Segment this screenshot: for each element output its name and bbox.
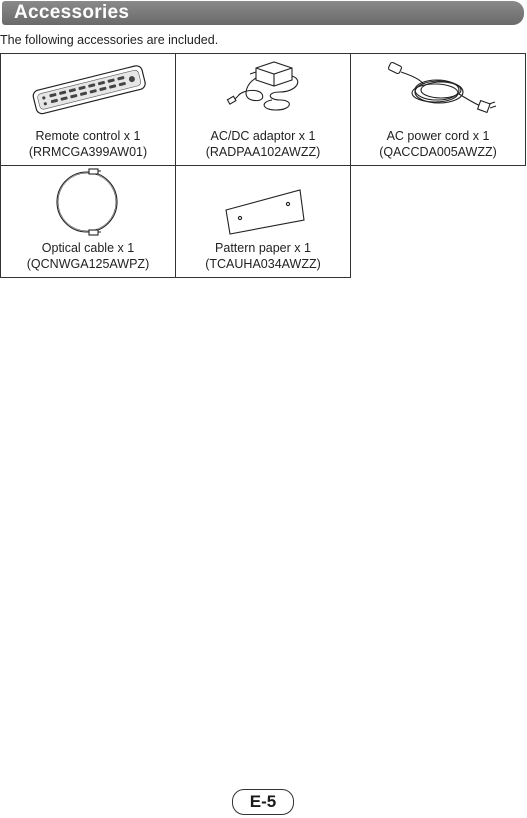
section-title: Accessories bbox=[14, 2, 130, 23]
accessory-code: (RADPAA102AWZZ) bbox=[205, 145, 321, 159]
accessory-name: AC/DC adaptor x 1 bbox=[210, 129, 316, 143]
accessory-code: (QACCDA005AWZZ) bbox=[379, 145, 497, 159]
ac-power-cord-icon bbox=[351, 54, 525, 126]
ac-dc-adaptor-icon bbox=[176, 54, 350, 126]
accessory-code: (QCNWGA125AWPZ) bbox=[26, 257, 150, 271]
accessory-caption bbox=[351, 128, 525, 160]
accessory-name: AC power cord x 1 bbox=[386, 129, 490, 143]
accessory-name: Optical cable x 1 bbox=[41, 241, 135, 255]
remote-control-icon bbox=[1, 54, 175, 126]
intro-text: The following accessories are included. bbox=[0, 33, 219, 47]
accessory-caption bbox=[1, 128, 175, 160]
page-number: E-5 bbox=[232, 789, 294, 815]
accessory-name: Remote control x 1 bbox=[35, 129, 141, 143]
accessory-code: (RRMCGA399AW01) bbox=[28, 145, 148, 159]
accessory-caption bbox=[176, 128, 350, 160]
accessory-caption bbox=[1, 240, 175, 272]
accessory-cell-adaptor bbox=[176, 54, 351, 166]
pattern-paper-icon bbox=[176, 166, 350, 238]
accessory-cell-remote bbox=[1, 54, 176, 166]
section-header bbox=[2, 1, 524, 25]
empty-cell bbox=[351, 166, 526, 278]
accessory-code: (TCAUHA034AWZZ) bbox=[205, 257, 321, 271]
accessory-name: Pattern paper x 1 bbox=[215, 241, 311, 255]
accessories-table bbox=[0, 53, 526, 278]
accessory-cell-power-cord bbox=[351, 54, 526, 166]
accessory-cell-pattern-paper bbox=[176, 166, 351, 278]
optical-cable-icon bbox=[1, 166, 175, 238]
accessory-cell-optical-cable bbox=[1, 166, 176, 278]
accessory-caption bbox=[176, 240, 350, 272]
